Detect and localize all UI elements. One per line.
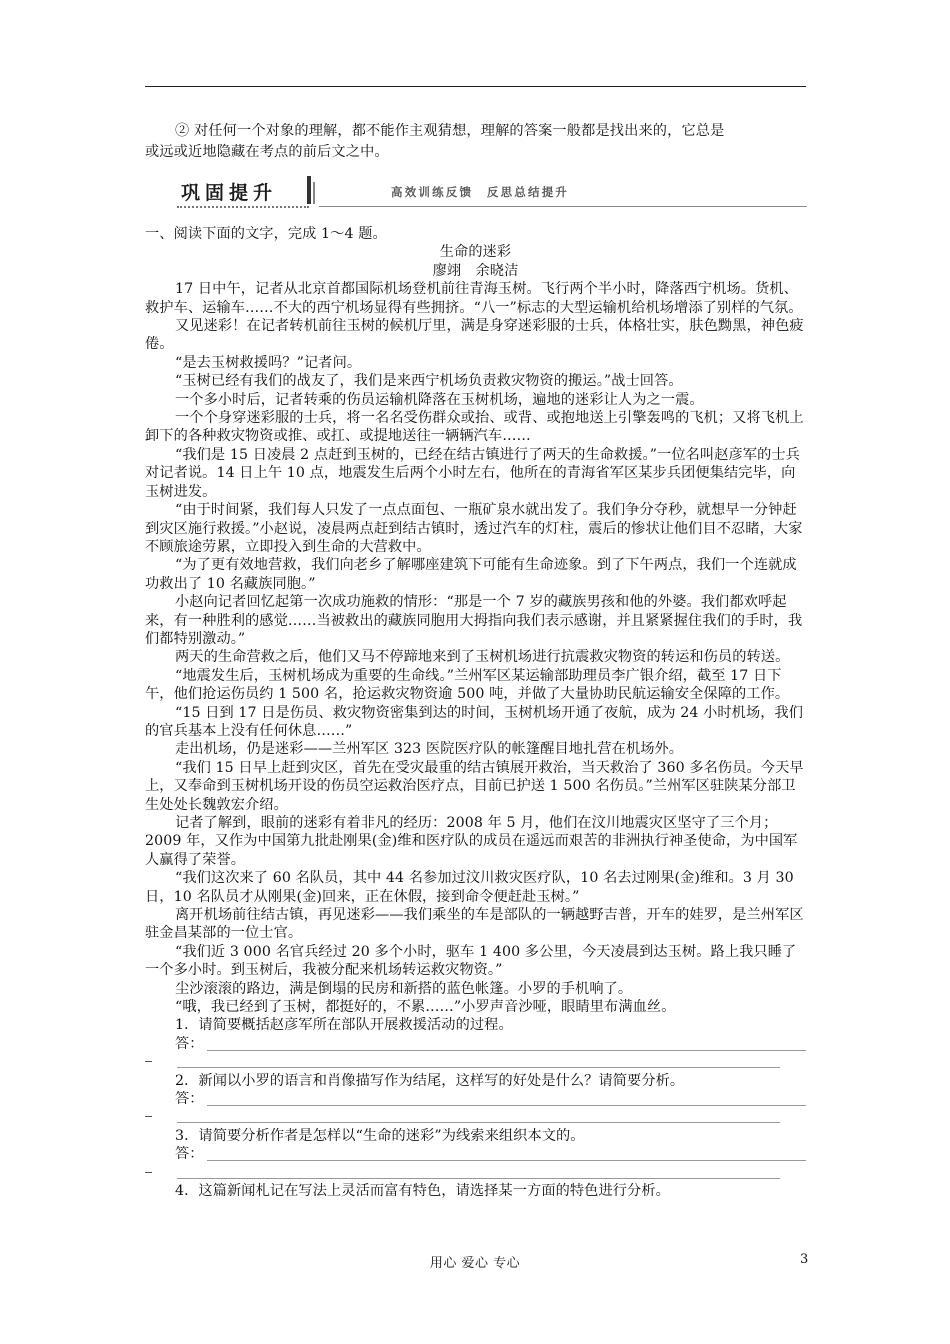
banner-title: 巩固提升: [181, 182, 278, 204]
article-paragraph: “我们 15 日早上赶到灾区，首先在受灾最重的结古镇展开救治，当天救治了 360 多名伤员。今天早上，又奉命到玉树机场开设的伤员空运救治医疗点，目前已护送 1 500 名伤员。”兰州军区驻陕某分部卫生处处长魏敦宏介绍。: [145, 759, 804, 813]
article-paragraph: “哦，我已经到了玉树，都挺好的，不累……”小罗声音沙哑，眼睛里布满血丝。: [175, 999, 676, 1016]
question-4: [145, 1182, 806, 1200]
continuation-dash: [145, 1172, 152, 1173]
answer-label: 答：: [175, 1091, 204, 1108]
article-title: 生命的迷彩: [439, 244, 512, 261]
section-instruction: 一、阅读下面的文字，完成 1～4 题。: [145, 226, 387, 242]
question-text: 3．请简要分析作者是怎样以“生命的迷彩”为线索来组织本文的。: [175, 1127, 585, 1144]
answer-label: 答：: [175, 1146, 204, 1163]
question-1: [145, 1016, 806, 1071]
answer-label: 答：: [175, 1035, 204, 1052]
article-paragraph: 17 日中午，记者从北京首都国际机场登机前往青海玉树。飞行两个半小时，降落西宁机场。货机、救护车、运输车……不大的西宁机场显得有些拥挤。“八一”标志的大型运输机给机场增添了别样的气氛。: [145, 281, 803, 316]
question-2: [145, 1072, 806, 1127]
article-paragraph: “为了更有效地营救，我们向老乡了解哪座建筑下可能有生命迹象。到了下午两点，我们一个连就成功救出了 10 名藏族同胞。”: [145, 557, 797, 592]
article-paragraph: “玉树已经有我们的战友了，我们是来西宁机场负责救灾物资的搬运。”战士回答。: [175, 373, 683, 390]
article-paragraph: “是去玉树救援吗？”记者问。: [175, 354, 362, 371]
question-text: 2．新闻以小罗的语言和肖像描写作为结尾，这样写的好处是什么？请简要分析。: [175, 1072, 685, 1089]
intro-line: ② 对任何一个对象的理解，都不能作主观猜想，理解的答案一般都是找出来的，它总是: [175, 123, 725, 139]
article-paragraph: “15 日到 17 日是伤员、救灾物资密集到达的时间，玉树机场开通了夜航，成为 24 小时机场，我们的官兵基本上没有任何休息……”: [145, 704, 804, 739]
banner-rule: [319, 206, 807, 207]
answer-underline: [207, 1105, 806, 1106]
article-paragraph: 离开机场前往结古镇，再见迷彩——我们乘坐的车是部队的一辆越野吉普，开车的娃罗，是兰州军区驻金昌某部的一位士官。: [145, 907, 804, 942]
exercise-body: [145, 225, 806, 1200]
article-paragraph: 尘沙滚滚的路边，满是倒塌的民房和新搭的蓝色帐篷。小罗的手机响了。: [175, 980, 633, 997]
article-paragraph: 走出机场，仍是迷彩——兰州军区 323 医院医疗队的帐篷醒目地扎营在机场外。: [175, 741, 684, 758]
intro-note: [145, 121, 806, 163]
question-3: [145, 1127, 806, 1182]
article-paragraph: 两天的生命营救之后，他们又马不停蹄地来到了玉树机场进行抗震救灾物资的转运和伤员的转送。: [175, 649, 790, 666]
intro-line: 或远或近地隐藏在考点的前后文之中。: [145, 144, 389, 160]
article-paragraph: 一个多小时后，记者转乘的伤员运输机降落在玉树机场，遍地的迷彩让人为之一震。: [175, 391, 704, 408]
page-number: 3: [800, 1252, 809, 1267]
article-paragraph: “我们是 15 日凌晨 2 点赶到玉树的，已经在结古镇进行了两天的生命救援。”一位名叫赵彦军的士兵对记者说。14 日上午 10 点，地震发生后两个小时左右，他所在的青海省军区某步兵团便集结完毕，向玉树进发。: [145, 446, 800, 500]
article-paragraph: “地震发生后，玉树机场成为重要的生命线。”兰州军区某运输部助理员李广银介绍，截至 17 日下午，他们抢运伤员约 1 500 名，抢运救灾物资逾 500 吨，并做了大量协助民航运输安全保障的工作。: [145, 667, 790, 703]
article-authors: 廖翊 余晓洁: [432, 262, 519, 279]
question-text: 4．这篇新闻札记在写法上灵活而富有特色，请选择某一方面的特色进行分析。: [175, 1183, 670, 1200]
article-paragraph: 一个个身穿迷彩服的士兵，将一名名受伤群众或抬、或背、或抱地送上引擎轰鸣的飞机；又将飞机上卸下的各种救灾物资或推、或扛、或提地送往一辆辆汽车……: [145, 410, 804, 445]
article-paragraph: 又见迷彩！在记者转机前往玉树的候机厅里，满是身穿迷彩服的士兵，体格壮实，肤色黝黑，神色疲倦。: [145, 318, 804, 353]
answer-underline: [207, 1160, 806, 1161]
banner-bar: [307, 176, 311, 204]
article-paragraph: “我们这次来了 60 名队员，其中 44 名参加过汶川救灾医疗队，10 名去过刚果(金)维和。3 月 30 日，10 名队员才从刚果(金)回来，正在休假，接到命令便赶赴玉树。”: [145, 870, 794, 905]
article-text: [145, 280, 806, 1016]
footer-motto: 用心 爱心 专心: [429, 1256, 521, 1271]
continuation-dash: [145, 1116, 152, 1117]
section-banner: [177, 176, 807, 210]
answer-continuation-line[interactable]: [145, 1108, 806, 1126]
answer-underline: [207, 1050, 806, 1051]
article-paragraph: 记者了解到，眼前的迷彩有着非凡的经历：2008 年 5 月，他们在汶川地震灾区坚守了三个月；2009 年，又作为中国第九批赴刚果(金)维和医疗队的成员在遥远而艰苦的非洲执行神圣使命，为中国军人赢得了荣誉。: [145, 815, 798, 868]
answer-underline: [177, 1067, 780, 1068]
banner-subtitle: 高效训练反馈 反思总结提升: [391, 185, 570, 199]
banner-bar-accent: [313, 182, 315, 204]
answer-line[interactable]: [145, 1090, 806, 1108]
question-text: 1．请简要概括赵彦军所在部队开展救援活动的过程。: [175, 1017, 513, 1034]
answer-underline: [177, 1122, 780, 1123]
answer-continuation-line[interactable]: [145, 1164, 806, 1182]
article-paragraph: “我们近 3 000 名官兵经过 20 多个小时，驱车 1 400 多公里，今天凌晨到达玉树。路上我只睡了一个多小时。到玉树后，我被分配来机场转运救灾物资。”: [145, 943, 797, 979]
header-rule: [145, 86, 806, 87]
article-paragraph: “由于时间紧，我们每人只发了一点点面包、一瓶矿泉水就出发了。我们争分夺秒，就想早一分钟赶到灾区施行救援。”小赵说，凌晨两点赶到结古镇时，透过汽车的灯柱，震后的惨状让他们目不忍睹，大家不顾旅途劳累，立即投入到生命的大营救中。: [145, 502, 803, 555]
answer-line[interactable]: [145, 1035, 806, 1053]
answer-underline: [177, 1178, 780, 1179]
banner-dotted-rule: [177, 206, 309, 208]
article-paragraph: 小赵向记者回忆起第一次成功施救的情形：“那是一个 7 岁的藏族男孩和他的外婆。我们都欢呼起来，有一种胜利的感觉……当被救出的藏族同胞用大拇指向我们表示感谢，并且紧紧握住我们的手时，我们都特别激动。”: [145, 594, 803, 647]
answer-line[interactable]: [145, 1145, 806, 1163]
continuation-dash: [145, 1061, 152, 1062]
answer-continuation-line[interactable]: [145, 1053, 806, 1071]
